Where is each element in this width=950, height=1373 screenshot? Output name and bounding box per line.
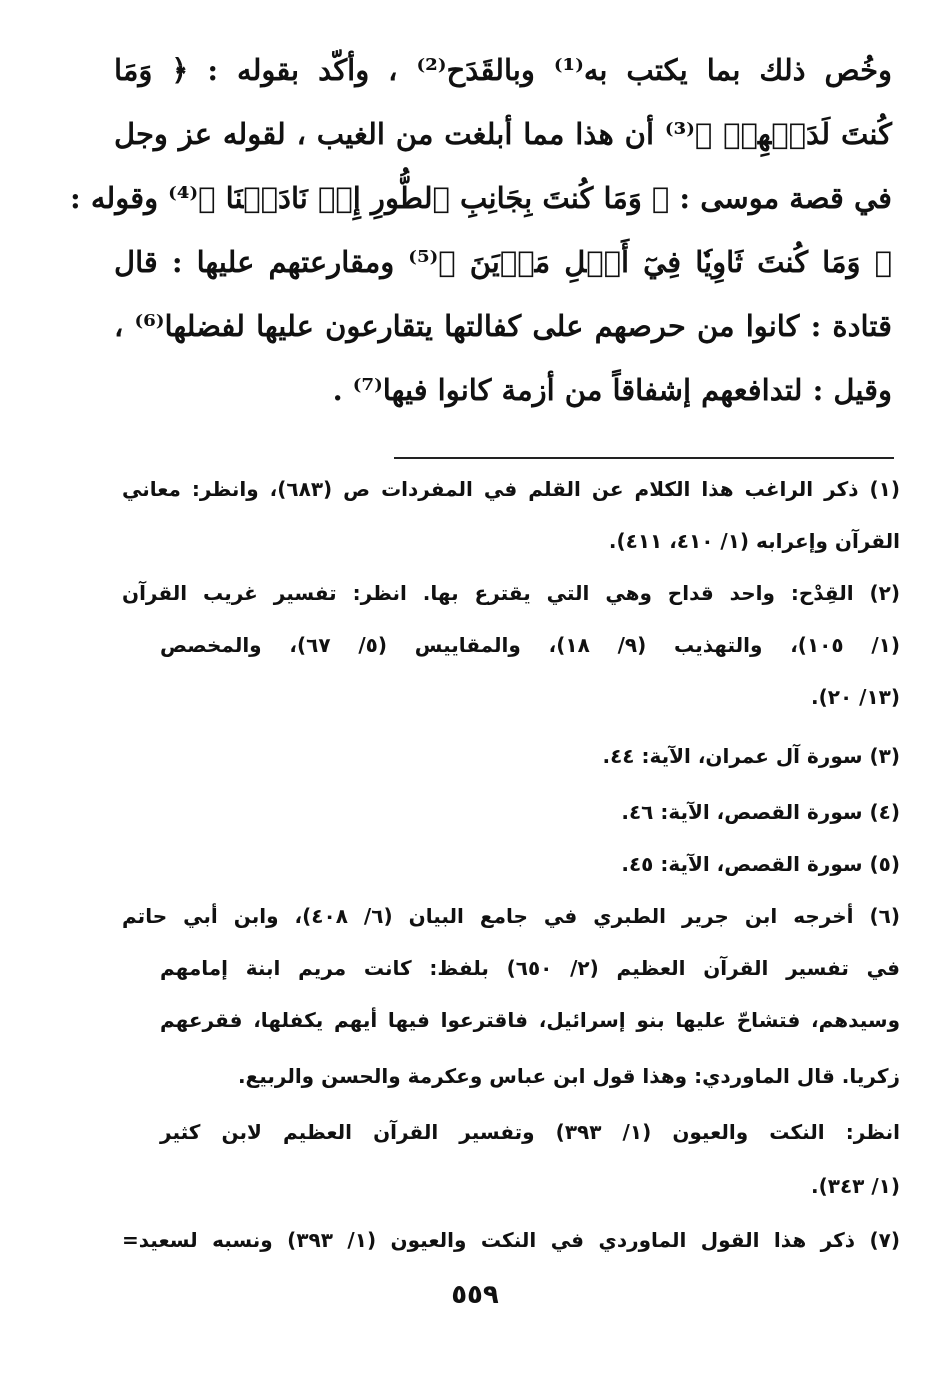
footnote-6: (٦) أخرجه ابن جرير الطبري في جامع البيان (٦/ ٤٠٨)، وابن أبي حاتم — [122, 904, 900, 928]
footnote-separator — [394, 457, 894, 459]
footnote-6-continued: في تفسير القرآن العظيم (٢/ ٦٥٠) بلفظ: كانت مريم ابنة إمامهم — [160, 956, 900, 980]
footnote-6-continued: وسيدهم، فتشاحّ عليها بنو إسرائيل، فاقترعوا فيها أيهم يكفلها، فقرعهم — [160, 1008, 900, 1032]
footnote-5: (٥) سورة القصص، الآية: ٤٥. — [621, 852, 900, 876]
footnote-1: (١) ذكر الراغب هذا الكلام عن القلم في المفردات ص (٦٨٣)، وانظر: معاني — [122, 477, 901, 501]
body-text-line: وخُص ذلك بما يكتب به⁽¹⁾ وبالقَدَح⁽²⁾ ، وأكّد بقوله : ﴿ وَمَا — [114, 53, 893, 87]
body-text-line: قتادة : كانوا من حرصهم على كفالتها يتقارعون عليها لفضلها⁽⁶⁾ ، — [114, 309, 892, 343]
footnote-6-continued: (١/ ٣٤٣). — [810, 1174, 900, 1198]
footnote-2-continued: (١٣/ ٢٠). — [810, 685, 900, 709]
footnote-2: (٢) القِدْح: واحد قداح وهي التي يقترع بها. انظر: تفسير غريب القرآن — [122, 581, 900, 605]
body-text-line: وقيل : لتدافعهم إشفاقاً من أزمة كانوا فيها⁽⁷⁾ . — [332, 373, 892, 407]
footnote-2-continued: (١/ ١٠٥)، والتهذيب (٩/ ١٨)، والمقاييس (٥/ ٦٧)، والمخصص — [160, 633, 901, 657]
footnote-3: (٣) سورة آل عمران، الآية: ٤٤. — [602, 744, 900, 768]
page-number: ٥٥٩ — [451, 1280, 499, 1310]
footnote-7: (٧) ذكر هذا القول الماوردي في النكت والعيون (١/ ٣٩٣) ونسبه لسعيد= — [122, 1228, 900, 1252]
footnote-6-continued: انظر: النكت والعيون (١/ ٣٩٣) وتفسير القرآن العظيم لابن كثير — [160, 1120, 900, 1144]
body-text-line: كُنتَ لَدَيۡهِمۡ ﴾⁽³⁾ أن هذا مما أبلغت من الغيب ، لقوله عز وجل — [114, 117, 892, 151]
footnote-6-continued: زكريا. قال الماوردي: وهذا قول ابن عباس وعكرمة والحسن والربيع. — [237, 1064, 900, 1088]
footnote-1-continued: القرآن وإعرابه (١/ ٤١٠، ٤١١). — [608, 529, 900, 553]
body-text-line: ﴿ وَمَا كُنتَ ثَاوِيٗا فِيٓ أَهۡلِ مَدۡيَنَ ﴾⁽⁵⁾ ومقارعتهم عليها : قال — [114, 245, 892, 279]
footnote-4: (٤) سورة القصص، الآية: ٤٦. — [621, 800, 900, 824]
body-text-line: في قصة موسى : ﴿ وَمَا كُنتَ بِجَانِبِ ٱلطُّورِ إِذۡ نَادَيۡنَا ﴾⁽⁴⁾ وقوله : — [70, 181, 892, 215]
